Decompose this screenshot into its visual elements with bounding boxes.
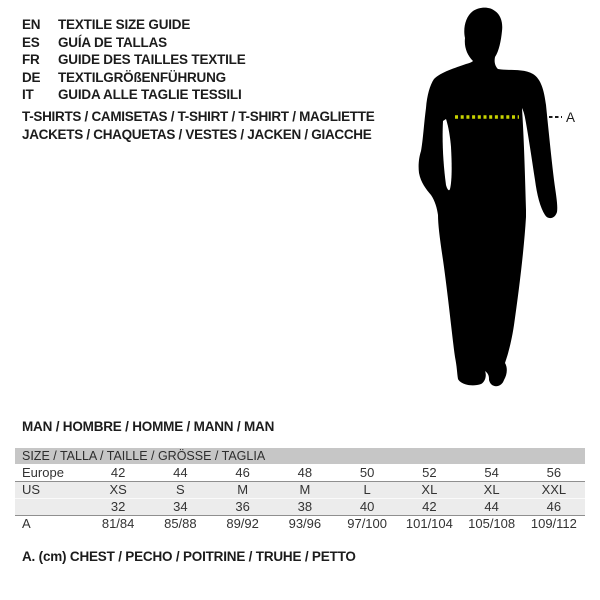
size-cell: 54 (461, 464, 523, 481)
size-cell: 89/92 (226, 516, 259, 532)
size-cell: XL (461, 481, 523, 498)
size-cell: 81/84 (101, 516, 135, 532)
size-row-us (15, 481, 585, 498)
size-cell: S (149, 481, 211, 498)
category-line-jackets: JACKETS / CHAQUETAS / VESTES / JACKEN / GIACCHE (22, 126, 372, 142)
language-code: IT (22, 87, 34, 103)
size-row-numeric (15, 498, 585, 515)
language-row (22, 34, 246, 52)
language-label: GUÍA DE TALLAS (58, 34, 167, 50)
size-cell: 97/100 (347, 516, 387, 532)
size-cell: XXL (523, 481, 585, 498)
row-label: Europe (15, 464, 87, 481)
size-cell: 46 (212, 464, 274, 481)
language-code: FR (22, 52, 40, 68)
row-label: A (22, 516, 31, 532)
size-row-chest-a (15, 515, 585, 532)
size-cell: 40 (336, 498, 398, 515)
measurement-legend: A. (cm) CHEST / PECHO / POITRINE / TRUHE / PETTO (22, 549, 356, 564)
size-cell: L (336, 481, 398, 498)
size-cell: 85/88 (164, 516, 197, 532)
size-cell: 44 (149, 464, 211, 481)
size-cell: XL (398, 481, 460, 498)
measurement-label-a: A (566, 110, 576, 125)
size-row-europe (15, 464, 585, 481)
language-label: TEXTILGRÖßENFÜHRUNG (58, 69, 226, 85)
language-list (22, 16, 246, 104)
language-code: DE (22, 69, 41, 85)
row-label (15, 498, 87, 515)
size-cell: 109/112 (530, 516, 577, 532)
category-list (22, 108, 374, 143)
size-cell: 34 (149, 498, 211, 515)
size-cell: M (212, 481, 274, 498)
size-cell: 42 (398, 498, 460, 515)
size-cell: 48 (274, 464, 336, 481)
size-cell: 32 (87, 498, 149, 515)
size-cell: 46 (523, 498, 585, 515)
size-cell: 38 (274, 498, 336, 515)
size-cell: 50 (336, 464, 398, 481)
size-cell: M (274, 481, 336, 498)
language-row (22, 16, 246, 34)
row-label: US (15, 481, 87, 498)
size-cell: 36 (212, 498, 274, 515)
size-cell: 42 (87, 464, 149, 481)
language-label: GUIDE DES TAILLES TEXTILE (58, 52, 246, 68)
man-silhouette (419, 8, 558, 387)
size-table-header-row (15, 448, 585, 464)
size-figure (405, 5, 585, 395)
size-cell: 105/108 (468, 516, 516, 532)
language-row (22, 86, 246, 104)
language-label: GUIDA ALLE TAGLIE TESSILI (58, 87, 242, 103)
size-cell: 93/96 (288, 516, 322, 532)
language-row (22, 69, 246, 87)
section-title-man: MAN / HOMBRE / HOMME / MANN / MAN (22, 419, 275, 434)
language-code: ES (22, 34, 40, 50)
category-line-tshirts: T-SHIRTS / CAMISETAS / T-SHIRT / T-SHIRT / MAGLIETTE (22, 109, 375, 125)
language-label: TEXTILE SIZE GUIDE (58, 17, 191, 33)
size-cell: 56 (523, 464, 585, 481)
size-cell: XS (87, 481, 149, 498)
size-cell: 52 (398, 464, 460, 481)
size-cell: 44 (461, 498, 523, 515)
size-table-header: SIZE / TALLA / TAILLE / GRÖSSE / TAGLIA (15, 448, 585, 464)
language-code: EN (22, 17, 41, 33)
size-table (15, 448, 585, 532)
size-cell: 101/104 (405, 516, 453, 532)
language-row (22, 51, 246, 69)
